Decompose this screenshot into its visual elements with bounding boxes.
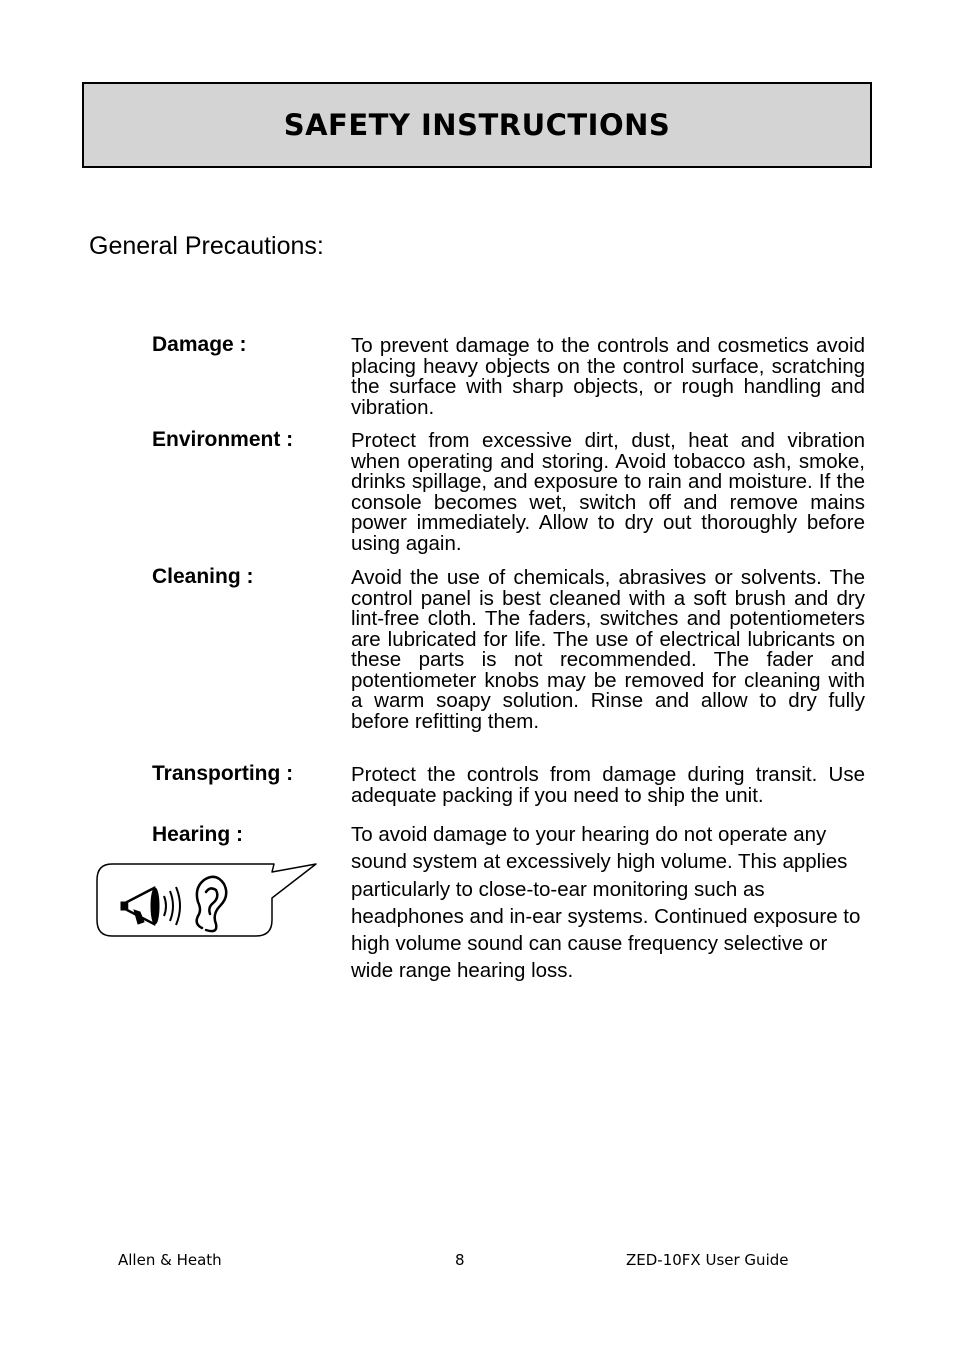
- footer-document-title: ZED-10FX User Guide: [626, 1251, 789, 1269]
- footer-page-number: 8: [455, 1251, 465, 1269]
- hearing-label: Hearing :: [152, 823, 244, 846]
- transporting-label: Transporting :: [152, 762, 294, 785]
- cleaning-label: Cleaning :: [152, 565, 254, 588]
- megaphone-ear-icon: [94, 858, 320, 940]
- environment-text: Protect from excessive dirt, dust, heat and vibration when operating and storing. Avoid tobacco ash, smoke, drinks spillage, and exposure to rain and moisture. If the console becomes wet, switch off and remove mains power immediately. Allow to dry out thoroughly before using again.: [351, 429, 865, 555]
- hearing-text: To avoid damage to your hearing do not operate any sound system at excessively high volume. This applies particularly to close-to-ear monitoring such as headphones and in-ear systems. Continued exposure to high volume sound can cause frequency selective or wide range hearing loss.: [351, 823, 861, 983]
- environment-label: Environment :: [152, 428, 294, 451]
- section-heading: General Precautions:: [89, 232, 324, 260]
- footer-company: Allen & Heath: [118, 1251, 222, 1269]
- damage-text: To prevent damage to the controls and cosmetics avoid placing heavy objects on the control surface, scratching the surface with sharp objects, or rough handling and vibration.: [351, 334, 865, 419]
- page-title: SAFETY INSTRUCTIONS: [283, 108, 671, 142]
- damage-label: Damage :: [152, 333, 247, 356]
- cleaning-text: Avoid the use of chemicals, abrasives or solvents. The control panel is best cleaned with a soft brush and dry lint-free cloth. The faders, switches and potentiometers are lubricated for life. The use of electrical lubricants on these parts is not recommended. The fader and potentiometer knobs may be removed for cleaning with a warm soapy solution. Rinse and allow to dry fully before refitting them.: [351, 566, 865, 733]
- transporting-text: Protect the controls from damage during transit. Use adequate packing if you need to ship the unit.: [351, 763, 865, 807]
- title-box: [82, 82, 872, 168]
